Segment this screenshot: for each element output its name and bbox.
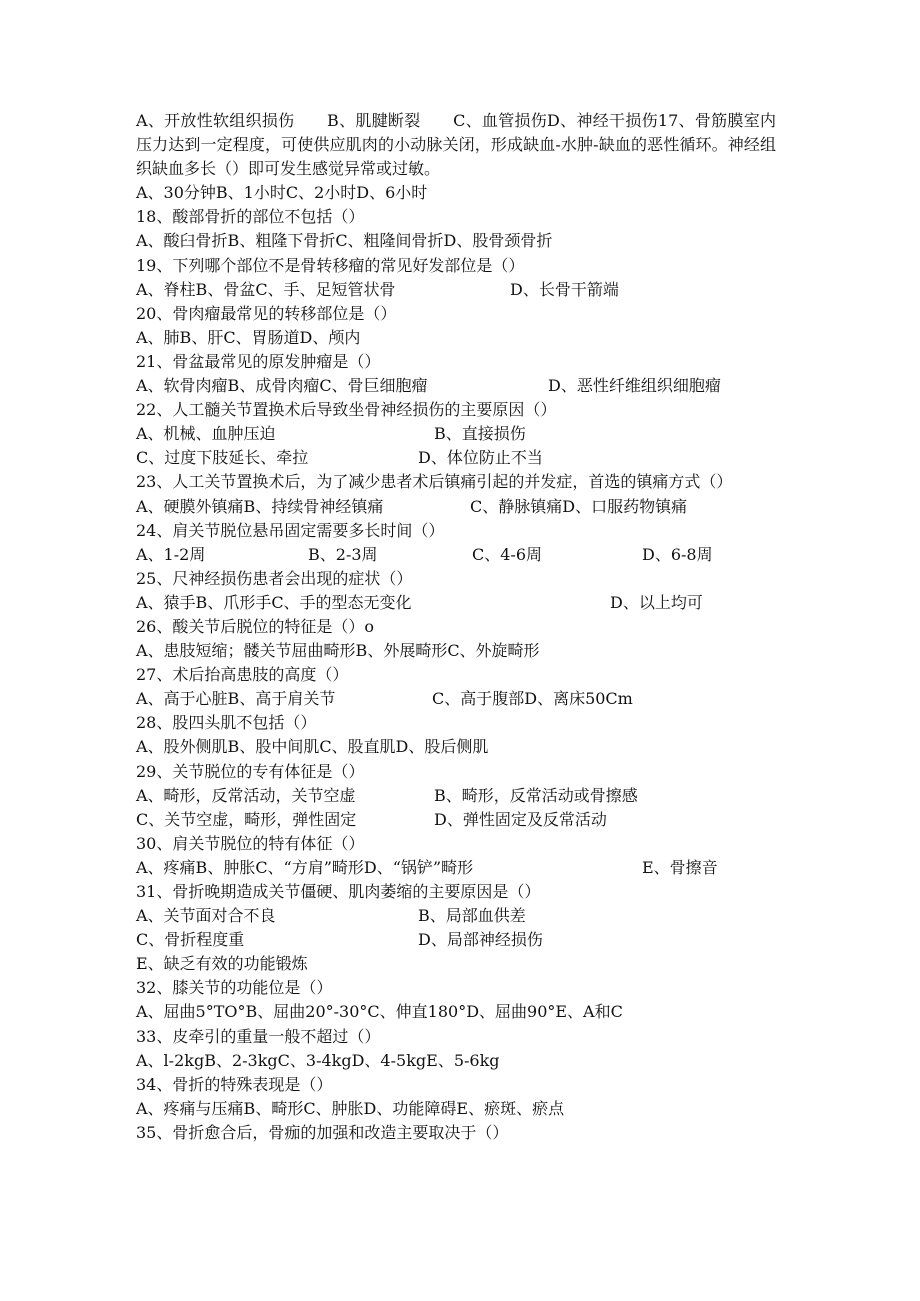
q22-option-d: D、体位防止不当 [418,448,543,468]
q33-question: 33、皮牵引的重量一般不超过（） [136,1026,381,1046]
q26-question: 26、酸关节后脱位的特征是（）o [136,616,374,636]
q29-option-c: C、关节空虚，畸形，弹性固定 [136,809,357,829]
q31-option-b: B、局部血供差 [418,906,526,926]
q30-options-abcd: A、疼痛B、肿胀C、“方肩”畸形D、“锅铲”畸形 [136,857,474,877]
q23-options-cd: C、静脉镇痛D、口服药物镇痛 [470,496,688,516]
q22-option-c: C、过度下肢延长、牵拉 [136,448,309,468]
q31-options-cd [136,928,776,952]
q29-option-b: B、畸形，反常活动或骨擦感 [434,785,638,805]
q32-options: A、屈曲5°TO°B、屈曲20°-30°C、伸直180°D、屈曲90°E、A和C [136,1002,623,1022]
q25-options-abc: A、猿手B、爪形手C、手的型态无变化 [136,592,412,612]
q22-option-b: B、直接损伤 [434,424,526,444]
q29-options-ab [136,784,776,808]
q20-question: 20、骨肉瘤最常见的转移部位是（） [136,303,397,323]
q28-question: 28、股四头肌不包括（） [136,713,317,733]
q32-question: 32、膝关节的功能位是（） [136,978,333,998]
q17-options: A、30分钟B、1小时C、2小时D、6小时 [136,183,428,203]
q21-options [136,374,776,398]
q31-option-d: D、局部神经损伤 [418,930,543,950]
q33-options: A、l-2kgB、2-3kgC、3-4kgD、4-5kgE、5-6kg [136,1050,500,1070]
q23-options [136,495,776,519]
q27-options-cd: C、高于腹部D、离床50Cm [432,689,633,709]
q18-question: 18、酸部骨折的部位不包括（） [136,207,365,227]
q34-options: A、疼痛与压痛B、畸形C、肿胀D、功能障碍E、瘀斑、瘀点 [136,1098,565,1118]
q18-options: A、酸臼骨折B、粗隆下骨折C、粗隆间骨折D、股骨颈骨折 [136,231,553,251]
q26-options: A、患肢短缩；髅关节屈曲畸形B、外展畸形C、外旋畸形 [136,641,540,661]
q24-question: 24、肩关节脱位悬吊固定需要多长时间（） [136,520,445,540]
q21-options-abc: A、软骨肉瘤B、成骨肉瘤C、骨巨细胞瘤 [136,376,428,396]
q23-question: 23、人工关节置换术后，为了减少患者术后镇痛引起的并发症，首选的镇痛方式（） [136,472,733,492]
q24-option-b: B、2-3周 [308,544,378,564]
q21-option-d: D、恶性纤维组织细胞瘤 [548,376,721,396]
q19-options [136,278,776,302]
q20-options: A、肺B、肝C、胃肠道D、颅内 [136,327,361,347]
q25-question: 25、尺神经损伤患者会出现的症状（） [136,568,413,588]
q19-options-abc: A、脊柱B、骨盆C、手、足短管状骨 [136,279,396,299]
q31-option-c: C、骨折程度重 [136,930,245,950]
q30-options [136,856,776,880]
q30-option-e: E、骨擦音 [642,857,718,877]
q19-option-d: D、长骨干箭端 [510,279,619,299]
q22-options-cd [136,446,776,470]
q22-option-a: A、机械、血肿压迫 [136,424,276,444]
q22-question: 22、人工髓关节置换术后导致坐骨神经损伤的主要原因（） [136,400,557,420]
q16-options-and-q17: A、开放性软组织损伤 B、肌腱断裂 C、血管损伤D、神经干损伤17、骨筋膜室内压力达到一定程度，可使供应肌肉的小动脉关闭，形成缺血-水肿-缺血的恶性循环。神经组织缺血多长（）即可发生感觉异常或过敏。 [136,111,776,179]
q25-options [136,591,776,615]
q27-options [136,687,776,711]
q22-options-ab [136,422,776,446]
q31-option-a: A、关节面对合不良 [136,906,276,926]
q29-option-a: A、畸形，反常活动，关节空虚 [136,785,356,805]
q24-option-d: D、6-8周 [642,544,713,564]
q31-options-ab [136,904,776,928]
q25-option-d: D、以上均可 [610,592,703,612]
q27-question: 27、术后抬高患肢的高度（） [136,665,349,685]
document-body [136,109,776,1145]
q21-question: 21、骨盆最常见的原发肿瘤是（） [136,351,381,371]
q31-option-e: E、缺乏有效的功能锻炼 [136,954,308,974]
q30-question: 30、肩关节脱位的特有体征（） [136,833,365,853]
q34-question: 34、骨折的特殊表现是（） [136,1074,333,1094]
q27-options-ab: A、高于心脏B、高于肩关节 [136,689,336,709]
q29-option-d: D、弹性固定及反常活动 [434,809,607,829]
q19-question: 19、下列哪个部位不是骨转移瘤的常见好发部位是（） [136,255,525,275]
q29-options-cd [136,808,776,832]
q24-option-a: A、1-2周 [136,544,206,564]
q35-question: 35、骨折愈合后，骨痂的加强和改造主要取决于（） [136,1122,509,1142]
q28-options: A、股外侧肌B、股中间肌C、股直肌D、股后侧肌 [136,737,489,757]
q29-question: 29、关节脱位的专有体征是（） [136,761,365,781]
q24-option-c: C、4-6周 [472,544,543,564]
q24-options [136,543,776,567]
q23-options-ab: A、硬膜外镇痛B、持续骨神经镇痛 [136,496,384,516]
q31-question: 31、骨折晚期造成关节僵硬、肌肉萎缩的主要原因是（） [136,882,541,901]
